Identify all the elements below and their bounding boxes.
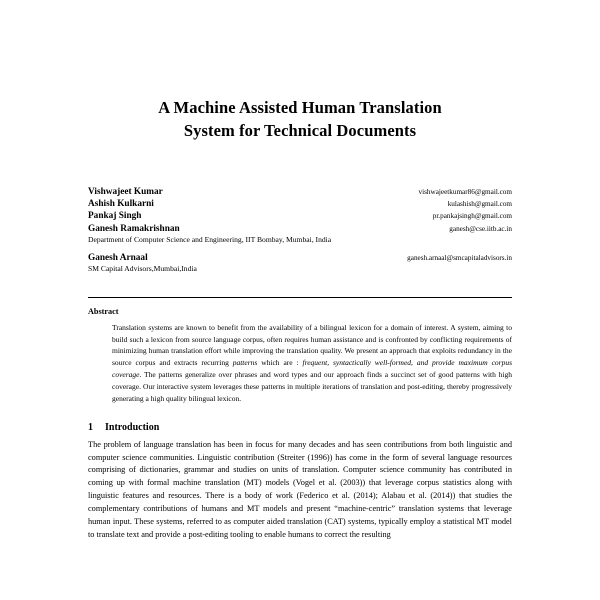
author-block xyxy=(88,186,512,275)
section-title: Introduction xyxy=(105,421,160,433)
author-name: Ganesh Ramakrishnan xyxy=(88,223,180,234)
author-name: Pankaj Singh xyxy=(88,211,142,222)
author-email[interactable]: ganesh.arnaal@smcapitaladvisors.in xyxy=(407,254,512,263)
affiliation-line: Department of Computer Science and Engineering, IIT Bombay, Mumbai, India xyxy=(88,234,332,244)
abstract-part-1: Translation systems are known to benefit from the availability of a bilingual lexicon for a domain of interest. A system, aiming to build such a lexicon from source language corpus, often requires human assistance and is confronted by conflicting requirements of minimizing human translation effort while improving the translation quality. We present an approach that exploits redundancy in the source corpus and extracts recurring xyxy=(112,322,512,368)
author-email[interactable]: ganesh@cse.iitb.ac.in xyxy=(449,224,512,233)
author-email[interactable]: kulashish@gmail.com xyxy=(447,200,512,209)
title-line-2: System for Technical Documents xyxy=(183,121,417,141)
abstract-part-3: . The patterns generalize over phrases and word types and our approach finds a succinct set of good patterns with high coverage. Our interactive system leverages these patterns in multiple iterations of translation and post-editing, thereby progressively generating a high quality bilingual lexicon. xyxy=(112,370,512,403)
author-name: Ganesh Arnaal xyxy=(88,253,148,264)
abstract-part-2: which are : xyxy=(257,358,303,368)
introduction-paragraph: The problem of language translation has been in focus for many decades and has seen contributions from both linguistic and computer science communities. Linguistic contribution (Streiter (1996)) has come in the form of several language resources comprising of dictionaries, grammar and studies on units of translation. Computer science community has contributed in coming up with formal machine translation (MT) models (Vogel et al. (2003)) that leverage corpus statistics along with linguistic features and resources. There is a body of work (Federico et al. (2014); Alabau et al. (2014)) that studies the complementary contributions of humans and MT models and present “machine-centric” translation systems that leverage human input. These systems, referred to as computer aided translation (CAT) systems, typically employ a statistical MT model to translate text and provide a post-editing tooling to enable humans to correct the resulting xyxy=(88,439,512,540)
abstract-heading: Abstract xyxy=(88,306,119,316)
affiliation-line: SM Capital Advisors,Mumbai,India xyxy=(88,264,197,274)
section-heading-introduction xyxy=(88,422,512,433)
author-email[interactable]: pr.pankajsingh@gmail.com xyxy=(432,212,512,221)
abstract-emphasis-2: frequent, syntactically well-formed, and provide maximum corpus coverage xyxy=(112,358,512,380)
abstract-text xyxy=(112,322,512,405)
author-email[interactable]: vishwajeetkumar86@gmail.com xyxy=(418,187,512,196)
author-name: Vishwajeet Kumar xyxy=(88,186,163,197)
section-number: 1 xyxy=(88,421,93,433)
title-line-1: A Machine Assisted Human Translation xyxy=(158,98,442,117)
author-row xyxy=(88,186,512,198)
author-row xyxy=(88,223,512,235)
abstract-emphasis-1: patterns xyxy=(232,358,258,368)
author-name: Ashish Kulkarni xyxy=(88,199,154,210)
page-title xyxy=(88,96,512,143)
horizontal-rule xyxy=(88,297,512,298)
spacer xyxy=(88,245,512,252)
author-row xyxy=(88,252,512,264)
author-row xyxy=(88,198,512,210)
author-row xyxy=(88,210,512,222)
